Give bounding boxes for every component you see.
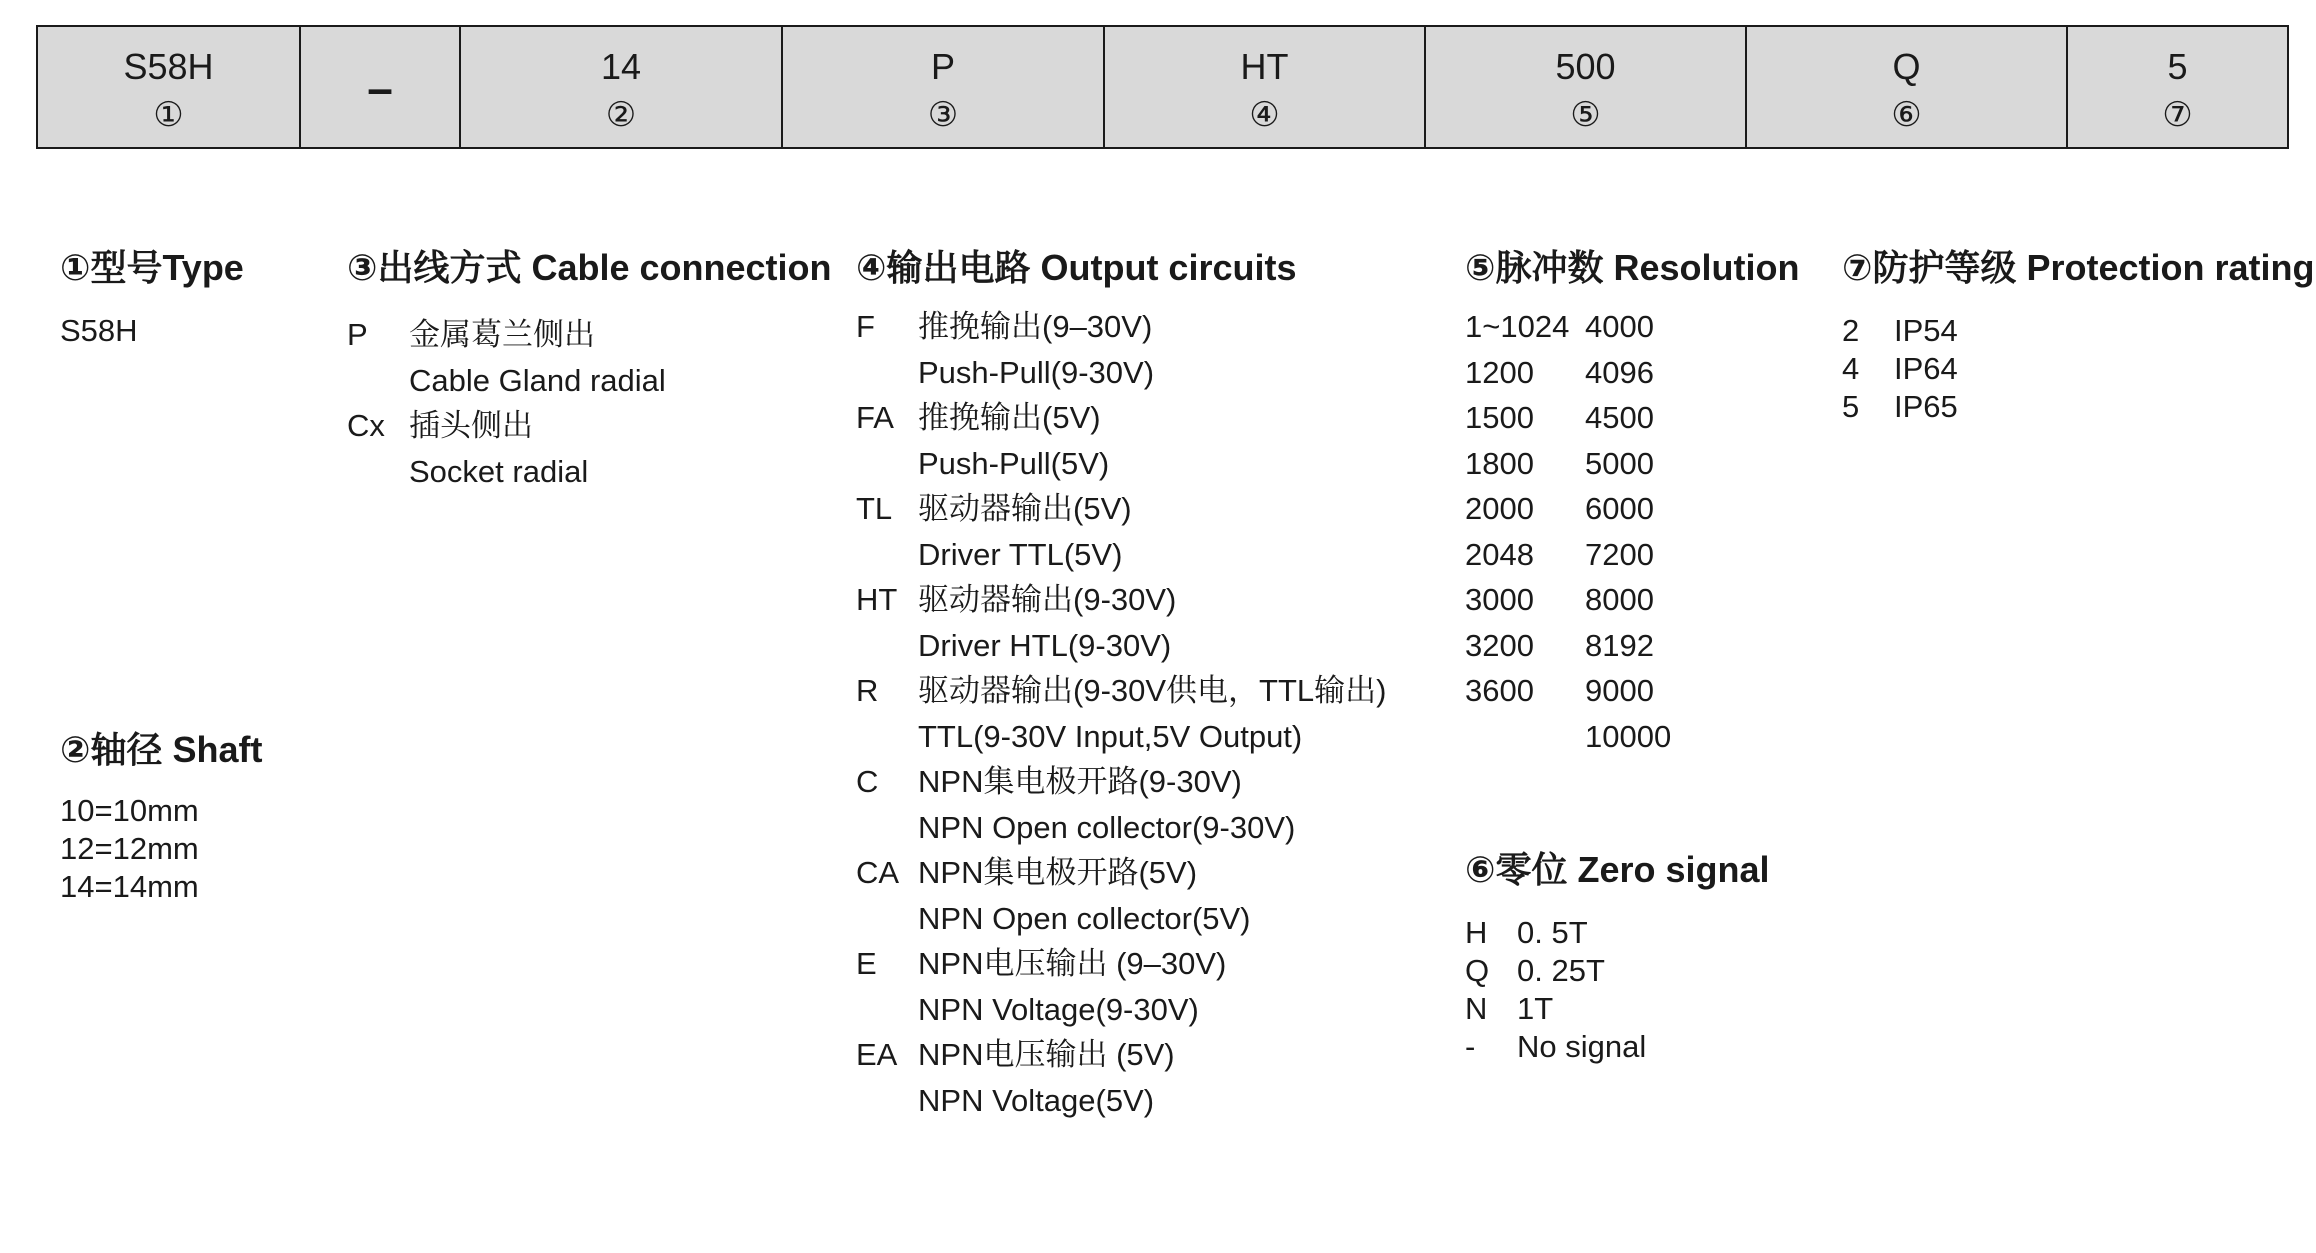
option-code: H <box>1465 915 1488 950</box>
option-desc-cn: 驱动器输出(9-30V) <box>918 582 1177 617</box>
option-desc-en: Socket radial <box>409 453 589 489</box>
code-index: ① <box>153 96 184 134</box>
section-title: ①型号Type <box>60 247 244 288</box>
code-index: ④ <box>1249 96 1280 134</box>
option-desc-cn: NPN电压输出 (9–30V) <box>918 946 1227 981</box>
resolution-value: 8000 <box>1585 582 1654 617</box>
code-index: ⑦ <box>2162 96 2193 134</box>
code-value: Q <box>1892 46 1921 87</box>
output-option <box>856 577 1386 623</box>
option-desc: 0. 5T <box>1517 915 1588 950</box>
option-code: 4 <box>1842 351 1860 386</box>
output-option <box>856 850 1386 896</box>
protection-option <box>1842 312 2315 350</box>
code-cell-type <box>38 27 301 147</box>
protection-option <box>1842 388 2315 426</box>
code-index: ⑤ <box>1570 96 1601 134</box>
code-cell-output <box>1105 27 1426 147</box>
option-code: R <box>856 673 879 708</box>
option-code: FA <box>856 400 894 435</box>
type-section <box>60 246 244 354</box>
option-desc-cn: 推挽输出(5V) <box>918 400 1101 435</box>
option-desc: IP65 <box>1894 389 1958 424</box>
option-desc: IP54 <box>1894 313 1958 348</box>
shaft-section <box>60 728 262 906</box>
option-desc-en: NPN Voltage(9-30V) <box>918 991 1199 1027</box>
resolution-row <box>1465 668 1799 714</box>
option-desc: 1T <box>1517 991 1554 1026</box>
model-code-table <box>36 25 2289 149</box>
shaft-option: 14=14mm <box>60 869 199 904</box>
option-desc-en: Push-Pull(9-30V) <box>918 354 1155 390</box>
cable-section <box>347 246 832 494</box>
output-option <box>856 395 1386 441</box>
zero-signal-section <box>1465 848 1770 1066</box>
option-desc-cn: NPN集电极开路(5V) <box>918 855 1198 890</box>
output-option <box>856 759 1386 805</box>
type-value: S58H <box>60 313 138 348</box>
section-title: ③出线方式 Cable connection <box>347 247 832 288</box>
option-desc-cn: 金属葛兰侧出 <box>409 317 595 352</box>
protection-section <box>1842 246 2315 426</box>
resolution-row <box>1465 350 1799 396</box>
resolution-row <box>1465 714 1799 760</box>
resolution-value: 2000 <box>1465 491 1534 526</box>
resolution-value: 3000 <box>1465 582 1534 617</box>
resolution-value: 10000 <box>1585 718 1672 754</box>
section-title: ④输出电路 Output circuits <box>856 247 1297 288</box>
section-title: ⑥零位 Zero signal <box>1465 849 1770 890</box>
option-desc-cn: 插头侧出 <box>409 408 533 443</box>
zero-option <box>1465 1028 1770 1066</box>
resolution-row <box>1465 486 1799 532</box>
option-desc-en: Driver TTL(5V) <box>918 536 1123 572</box>
resolution-value: 4096 <box>1585 354 1654 390</box>
option-desc: No signal <box>1517 1029 1647 1064</box>
resolution-row <box>1465 577 1799 623</box>
section-title: ⑦防护等级 Protection rating <box>1842 247 2315 288</box>
option-code: 5 <box>1842 389 1860 424</box>
code-cell-cable <box>783 27 1105 147</box>
code-index: ③ <box>927 96 959 134</box>
resolution-value: 3200 <box>1465 627 1534 663</box>
option-desc-cn: 推挽输出(9–30V) <box>918 309 1153 344</box>
option-desc-cn: 驱动器输出(9-30V供电，TTL输出) <box>918 673 1387 708</box>
code-cell-separator <box>301 27 461 147</box>
resolution-value: 1200 <box>1465 354 1534 390</box>
resolution-value: 1500 <box>1465 400 1534 435</box>
zero-option <box>1465 990 1770 1028</box>
resolution-value: 9000 <box>1585 673 1654 708</box>
resolution-value: 1800 <box>1465 445 1534 481</box>
code-cell-zero <box>1747 27 2068 147</box>
output-option <box>856 486 1386 532</box>
option-code: Q <box>1465 953 1490 988</box>
option-code: Cx <box>347 408 385 443</box>
option-desc-en: Cable Gland radial <box>409 362 666 398</box>
protection-option <box>1842 350 2315 388</box>
option-desc: 0. 25T <box>1517 953 1605 988</box>
option-code: F <box>856 309 875 344</box>
resolution-value: 7200 <box>1585 536 1654 572</box>
output-option <box>856 304 1386 350</box>
resolution-value: 1~1024 <box>1465 309 1570 344</box>
zero-option <box>1465 952 1770 990</box>
option-code: CA <box>856 855 900 890</box>
resolution-value: 5000 <box>1585 445 1654 481</box>
option-code: P <box>347 317 368 352</box>
output-option <box>856 941 1386 987</box>
resolution-row <box>1465 441 1799 487</box>
resolution-row <box>1465 532 1799 578</box>
resolution-value: 6000 <box>1585 491 1654 526</box>
option-code: - <box>1465 1029 1476 1064</box>
resolution-row <box>1465 395 1799 441</box>
shaft-option: 10=10mm <box>60 793 199 828</box>
code-value: HT <box>1240 46 1289 87</box>
option-desc: IP64 <box>1894 351 1958 386</box>
code-value: 5 <box>2167 46 2188 87</box>
resolution-value <box>1465 714 1585 760</box>
code-value: 14 <box>600 46 642 87</box>
code-cell-protection <box>2068 27 2287 147</box>
shaft-option: 12=12mm <box>60 831 199 866</box>
option-desc-en: TTL(9-30V Input,5V Output) <box>918 718 1303 754</box>
code-cell-resolution <box>1426 27 1747 147</box>
zero-option <box>1465 914 1770 952</box>
option-code: EA <box>856 1037 898 1072</box>
code-index: ② <box>605 96 637 134</box>
option-desc-en: NPN Voltage(5V) <box>918 1082 1155 1118</box>
option-desc-en: Push-Pull(5V) <box>918 445 1110 481</box>
output-section <box>856 246 1386 1123</box>
resolution-row <box>1465 623 1799 669</box>
option-desc-en: NPN Open collector(9-30V) <box>918 809 1296 845</box>
section-title: ⑤脉冲数 Resolution <box>1465 247 1800 288</box>
code-separator: – <box>367 62 393 114</box>
resolution-value: 2048 <box>1465 536 1534 572</box>
cable-option <box>347 403 832 449</box>
option-desc-en: Driver HTL(9-30V) <box>918 627 1172 663</box>
resolution-section <box>1465 246 1799 759</box>
cable-option <box>347 312 832 358</box>
code-value: 500 <box>1555 46 1616 87</box>
resolution-value: 4500 <box>1585 400 1654 435</box>
section-title: ②轴径 Shaft <box>60 729 263 770</box>
resolution-row <box>1465 304 1799 350</box>
resolution-value: 3600 <box>1465 673 1534 708</box>
option-code: HT <box>856 582 898 617</box>
option-code: TL <box>856 491 893 526</box>
code-value: S58H <box>123 46 214 87</box>
option-code: N <box>1465 991 1488 1026</box>
resolution-value: 8192 <box>1585 627 1654 663</box>
output-option <box>856 668 1386 714</box>
option-desc-cn: NPN电压输出 (5V) <box>918 1037 1175 1072</box>
option-code: C <box>856 764 879 799</box>
output-option <box>856 1032 1386 1078</box>
code-cell-shaft <box>461 27 783 147</box>
code-value: P <box>930 46 955 87</box>
resolution-value: 4000 <box>1585 309 1654 344</box>
option-desc-cn: NPN集电极开路(9-30V) <box>918 764 1242 799</box>
code-index: ⑥ <box>1891 96 1922 134</box>
option-code: E <box>856 946 877 981</box>
option-desc-en: NPN Open collector(5V) <box>918 900 1251 936</box>
option-desc-cn: 驱动器输出(5V) <box>918 491 1132 526</box>
option-code: 2 <box>1842 313 1860 348</box>
